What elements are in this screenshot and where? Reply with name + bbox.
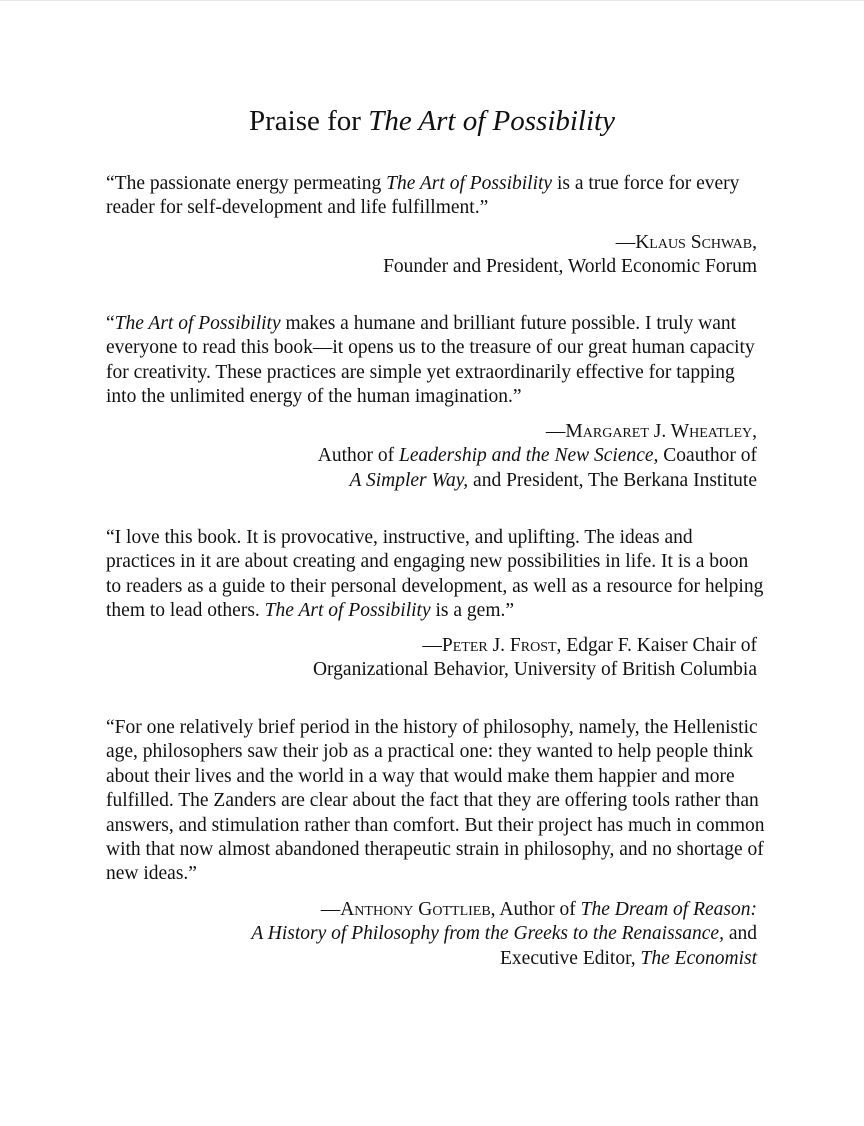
praise-quote-2: “The Art of Possibility makes a humane and brilliant future possible. I truly want everyone to read this book—it opens us to the treasure of our great human capacity for creativity. These practices are simple yet extraordinarily effective for tapping into the unlimited energy of the human imagination.” xyxy=(106,313,755,408)
praise-author-4: —Anthony Gottlieb, xyxy=(320,899,496,920)
praise-quote-4: “For one relatively brief period in the history of philosophy, namely, the Hellenistic age, philosophers saw their job as a practical one: they wanted to help people think about their lives and the world in a way that would make them happier and more fulfilled. The Zanders are clear about the fact that they are offering tools rather than answers, and stimulation rather than comfort. But their project has much in common with that now almost abandoned therapeutic strain in philosophy, and no shortage of new ideas.” xyxy=(106,717,765,885)
praise-author-1: —Klaus Schwab, xyxy=(615,232,757,253)
praise-quote-3: “I love this book. It is provocative, instructive, and uplifting. The ideas and practices in it are about creating and engaging new possibilities in life. It is a boon to readers as a guide to their personal development, as well as a resource for helping them to lead others. The Art of Possibility is a gem.” xyxy=(106,527,764,622)
praise-role-3: Organizational Behavior, University of British Columbia xyxy=(312,659,757,681)
page-title xyxy=(0,102,864,140)
praise-attribution-2: —Margaret J. Wheatley, Author of Leadership and the New Science, Coauthor of A Simpler Way, and President, The Berkana Institute xyxy=(106,420,757,493)
praise-author-3: —Peter J. Frost, xyxy=(422,635,562,656)
praise-attribution-4: —Anthony Gottlieb, Author of The Dream of Reason: A History of Philosophy from the Greeks to the Renaissance, and Executive Editor, The Economist xyxy=(106,898,757,971)
title-book: The Art of Possibility xyxy=(368,105,615,137)
praise-quote-1: “The passionate energy permeating The Art of Possibility is a true force for every reader for self-development and life fulfillment.” xyxy=(106,173,740,219)
praise-attribution-3: —Peter J. Frost, Edgar F. Kaiser Chair of Organizational Behavior, University of British Columbia xyxy=(106,634,757,683)
praise-author-2: —Margaret J. Wheatley, xyxy=(545,421,757,442)
praise-role-1: Founder and President, World Economic Forum xyxy=(383,256,757,278)
praise-attribution-1 xyxy=(106,231,757,280)
title-prefix: Praise for xyxy=(249,105,369,137)
praise-role-4: A History of Philosophy from the Greeks to the Renaissance, and xyxy=(251,923,757,945)
praise-role-2: Author of Leadership and the New Science, Coauthor of xyxy=(317,445,757,467)
